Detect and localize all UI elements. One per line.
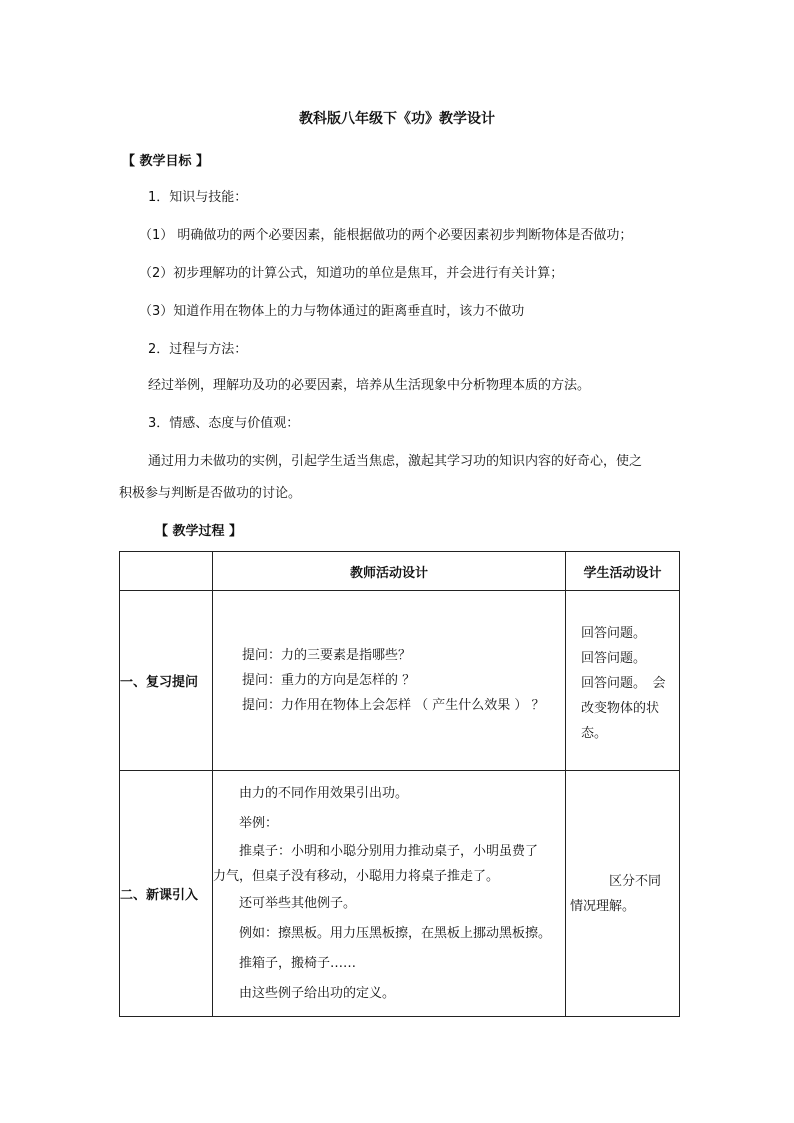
teacher-line: 提问：力的三要素是指哪些？ <box>242 648 412 663</box>
student-activity-review <box>566 591 680 771</box>
teacher-line: 举例： <box>213 815 279 831</box>
teacher-line: 提问：重力的方向是怎样的 ？ <box>242 673 416 688</box>
row-label-review: 一、复习提问 <box>120 591 213 771</box>
table-row <box>120 591 680 771</box>
table-header-student: 学生活动设计 <box>566 552 680 591</box>
student-line: 态。 <box>581 726 608 741</box>
student-line: 情况理解。 <box>570 898 636 914</box>
student-line: 区分不同 <box>570 873 662 889</box>
table-header-row <box>120 552 680 591</box>
goals-item-3: （3）知道作用在物体上的力与物体通过的距离垂直时，该力不做功 <box>139 304 525 319</box>
goals-section-knowledge: 1．知识与技能： <box>148 190 248 205</box>
student-line: 回答问题。 <box>581 651 647 666</box>
goals-section-emotion: 3．情感、态度与价值观： <box>148 416 300 431</box>
goals-emotion-line-2: 积极参与判断是否做功的讨论。 <box>119 486 302 501</box>
teacher-activity-review <box>213 591 566 771</box>
process-heading: 【 教学过程 】 <box>155 524 243 539</box>
teacher-line: 推箱子，搬椅子…… <box>213 955 357 971</box>
teacher-line: 提问：力作用在物体上会怎样 （ 产生什么效果 ） ？ <box>242 698 545 713</box>
teacher-line: 力气，但桌子没有移动，小聪用力将桌子推走了。 <box>213 868 500 884</box>
student-activity-new-lesson <box>566 771 680 1017</box>
table-row <box>120 771 680 1017</box>
teacher-line: 推桌子：小明和小聪分别用力推动桌子，小明虽费了 <box>213 843 539 859</box>
teacher-line: 例如：擦黑板。用力压黑板擦，在黑板上挪动黑板擦。 <box>213 925 552 941</box>
teacher-line: 还可举些其他例子。 <box>213 895 357 911</box>
goals-emotion-line-1: 通过用力未做功的实例，引起学生适当焦虑，激起其学习功的知识内容的好奇心，使之 <box>148 454 643 469</box>
row-label-new-lesson: 二、新课引入 <box>120 771 213 1017</box>
teaching-process-table <box>119 551 680 1017</box>
goals-item-1: （1） 明确做功的两个必要因素，能根据做功的两个必要因素初步判断物体是否做功； <box>139 228 633 243</box>
student-line: 改变物体的状 <box>581 701 660 716</box>
table-header-blank <box>120 552 213 591</box>
teacher-line: 由这些例子给出功的定义。 <box>213 985 396 1001</box>
student-line: 回答问题。 会 <box>581 676 666 691</box>
teacher-activity-new-lesson <box>213 771 566 1017</box>
goals-section-process: 2．过程与方法： <box>148 342 248 357</box>
document-title: 教科版八年级下《功》教学设计 <box>299 111 495 127</box>
goals-heading: 【 教学目标 】 <box>122 154 210 169</box>
teacher-line: 由力的不同作用效果引出功。 <box>213 785 409 801</box>
goals-item-2: （2）初步理解功的计算公式，知道功的单位是焦耳，并会进行有关计算； <box>139 266 564 281</box>
student-line: 回答问题。 <box>581 626 647 641</box>
goals-method-text: 经过举例，理解功及功的必要因素，培养从生活现象中分析物理本质的方法。 <box>148 378 591 393</box>
table-header-teacher: 教师活动设计 <box>213 552 566 591</box>
